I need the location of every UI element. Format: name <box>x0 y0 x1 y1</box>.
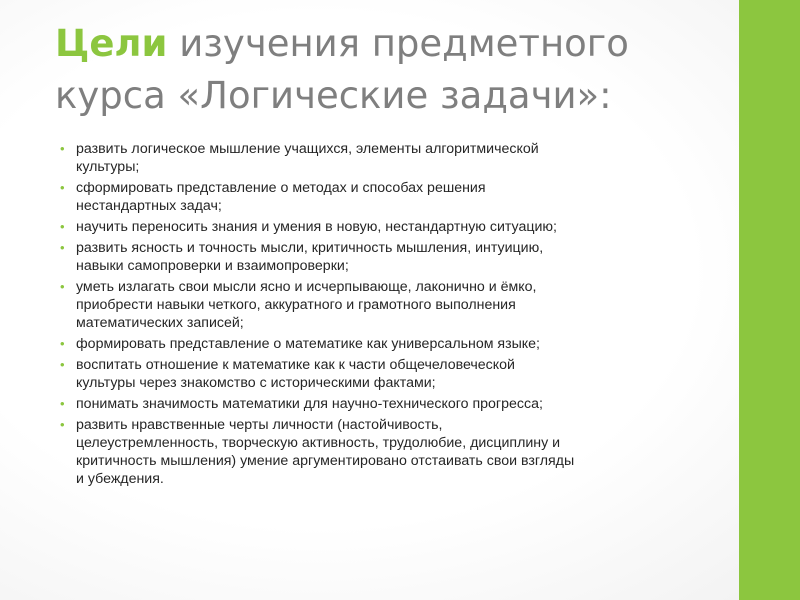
list-item <box>58 416 698 488</box>
list-item-text: сформировать представление о методах и способах решения нестандартных задач; <box>76 180 486 214</box>
list-item-text: формировать представление о математике как универсальном языке; <box>76 336 541 352</box>
list-item <box>58 335 698 353</box>
bullet-dot-icon: • <box>60 141 65 156</box>
list-item-text: развить логическое мышление учащихся, элементы алгоритмической культуры; <box>76 141 539 175</box>
list-item <box>58 239 698 275</box>
bullet-dot-icon: • <box>60 336 65 351</box>
list-item <box>58 140 698 176</box>
title-rest: изучения предметного курса «Логические задачи»: <box>55 22 629 117</box>
list-item-text: развить нравственные черты личности (настойчивость, целеустремленность, творческую активность, трудолюбие, дисциплину и критичность мышления) умение аргументировано отстаивать свои взгляды и убеждения. <box>76 417 575 487</box>
list-item-text: развить ясность и точность мысли, критичность мышления, интуицию, навыки самопроверки и взаимопроверки; <box>76 240 544 274</box>
bullet-dot-icon: • <box>60 396 65 411</box>
list-item <box>58 278 698 332</box>
bullet-dot-icon: • <box>60 219 65 234</box>
bullet-dot-icon: • <box>60 180 65 195</box>
list-item <box>58 395 698 413</box>
list-item <box>58 218 698 236</box>
list-item-text: уметь излагать свои мысли ясно и исчерпывающе, лаконично и ёмко, приобрести навыки четкого, аккуратного и грамотного выполнения математических записей; <box>76 279 537 331</box>
list-item-text: научить переносить знания и умения в новую, нестандартную ситуацию; <box>76 219 558 235</box>
list-item <box>58 179 698 215</box>
bullet-dot-icon: • <box>60 279 65 294</box>
bullet-dot-icon: • <box>60 357 65 372</box>
list-item <box>58 356 698 392</box>
title-bold-word: Цели <box>55 22 168 65</box>
accent-bar <box>739 0 800 600</box>
goals-list <box>58 140 698 488</box>
bullet-dot-icon: • <box>60 417 65 432</box>
list-item-text: воспитать отношение к математике как к части общечеловеческой культуры через знакомство с историческими фактами; <box>76 357 515 391</box>
list-item-text: понимать значимость математики для научно-технического прогресса; <box>76 396 543 412</box>
bullet-dot-icon: • <box>60 240 65 255</box>
slide-title <box>55 18 695 122</box>
